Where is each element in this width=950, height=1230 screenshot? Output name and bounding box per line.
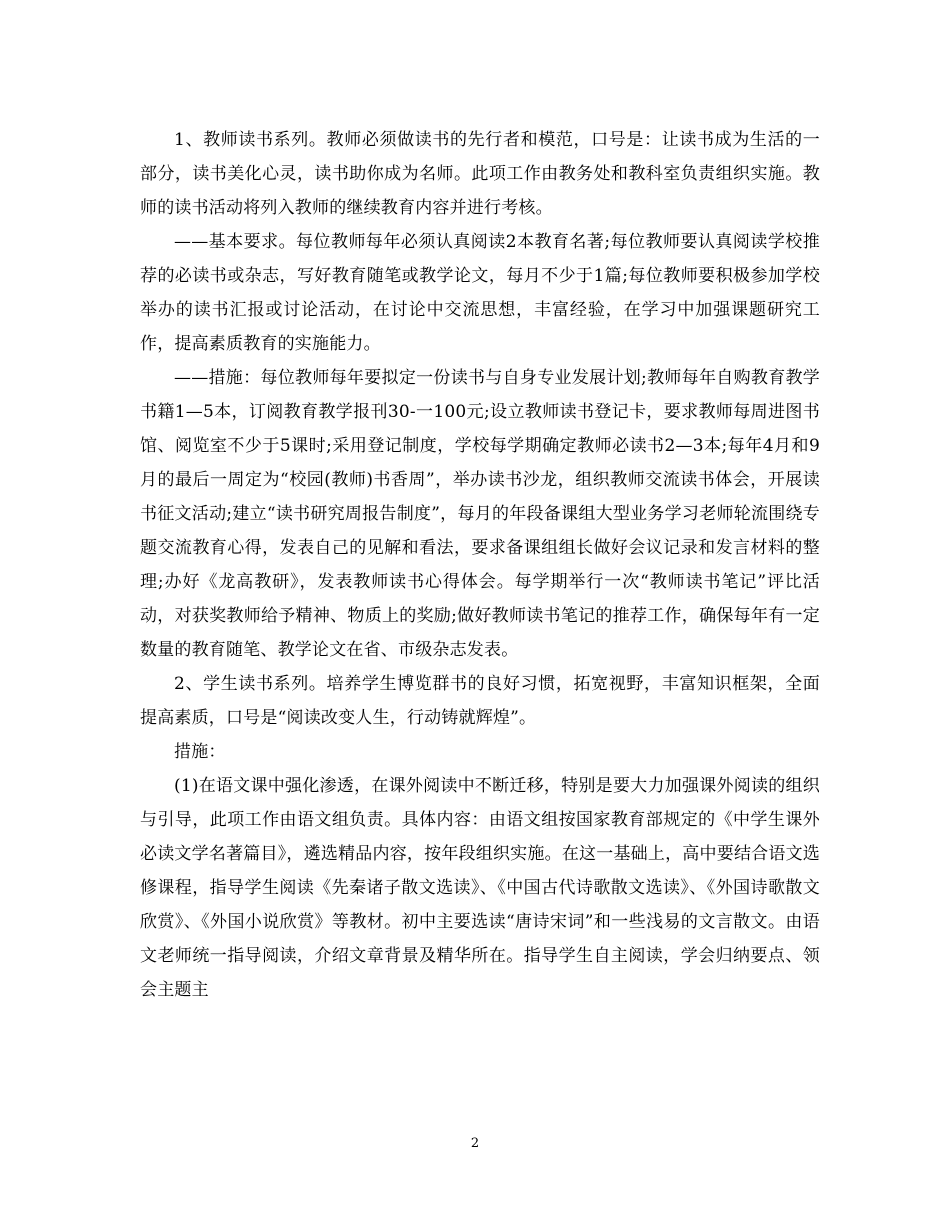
paragraph-teacher-reading-series: 1、教师读书系列。教师必须做读书的先行者和模范，口号是：让读书成为生活的一部分，读书美化心灵，读书助你成为名师。此项工作由教务处和教科室负责组织实施。教师的读书活动将列入教师的继续教育内容并进行考核。 — [140, 130, 820, 218]
paragraph-student-reading-series: 2、学生读书系列。培养学生博览群书的良好习惯，拓宽视野，丰富知识框架，全面提高素质，口号是“阅读改变人生，行动铸就辉煌”。 — [140, 674, 820, 728]
paragraph-basic-requirements: ——基本要求。每位教师每年必须认真阅读2本教育名著;每位教师要认真阅读学校推荐的必读书或杂志，写好教育随笔或教学论文，每月不少于1篇;每位教师要积极参加学校举办的读书汇报或讨论活动，在讨论中交流思想，丰富经验，在学习中加强课题研究工作，提高素质教育的实施能力。 — [140, 232, 820, 354]
paragraph-chinese-class-measure: (1)在语文课中强化渗透，在课外阅读中不断迁移，特别是要大力加强课外阅读的组织与引导，此项工作由语文组负责。具体内容：由语文组按国家教育部规定的《中学生课外必读文学名著篇目》，遴选精品内容，按年段组织实施。在这一基础上，高中要结合语文选修课程，指导学生阅读《先秦诸子散文选读》、《中国古代诗歌散文选读》、《外国诗歌散文欣赏》、《外国小说欣赏》等教材。初中主要选读“唐诗宋词”和一些浅易的文言散文。由语文老师统一指导阅读，介绍文章背景及精华所在。指导学生自主阅读，学会归纳要点、领会主题主 — [140, 776, 820, 1000]
document-body — [140, 123, 820, 1007]
page-number: 2 — [470, 1136, 480, 1151]
paragraph-teacher-measures: ——措施：每位教师每年要拟定一份读书与自身专业发展计划;教师每年自购教育教学书籍1—5本，订阅教育教学报刊30-一100元;设立教师读书登记卡，要求教师每周进图书馆、阅览室不少于5课时;采用登记制度，学校每学期确定教师必读书2—3本;每年4月和9月的最后一周定为“校园(教师)书香周”，举办读书沙龙，组织教师交流读书体会，开展读书征文活动;建立“读书研究周报告制度”，每月的年段备课组大型业务学习老师轮流围绕专题交流教育心得，发表自己的见解和看法，要求备课组组长做好会议记录和发言材料的整理;办好《龙高教研》，发表教师读书心得体会。每学期举行一次“教师读书笔记”评比活动，对获奖教师给予精神、物质上的奖励;做好教师读书笔记的推荐工作，确保每年有一定数量的教育随笔、教学论文在省、市级杂志发表。 — [140, 368, 820, 660]
paragraph-measures-heading: 措施： — [174, 742, 226, 762]
